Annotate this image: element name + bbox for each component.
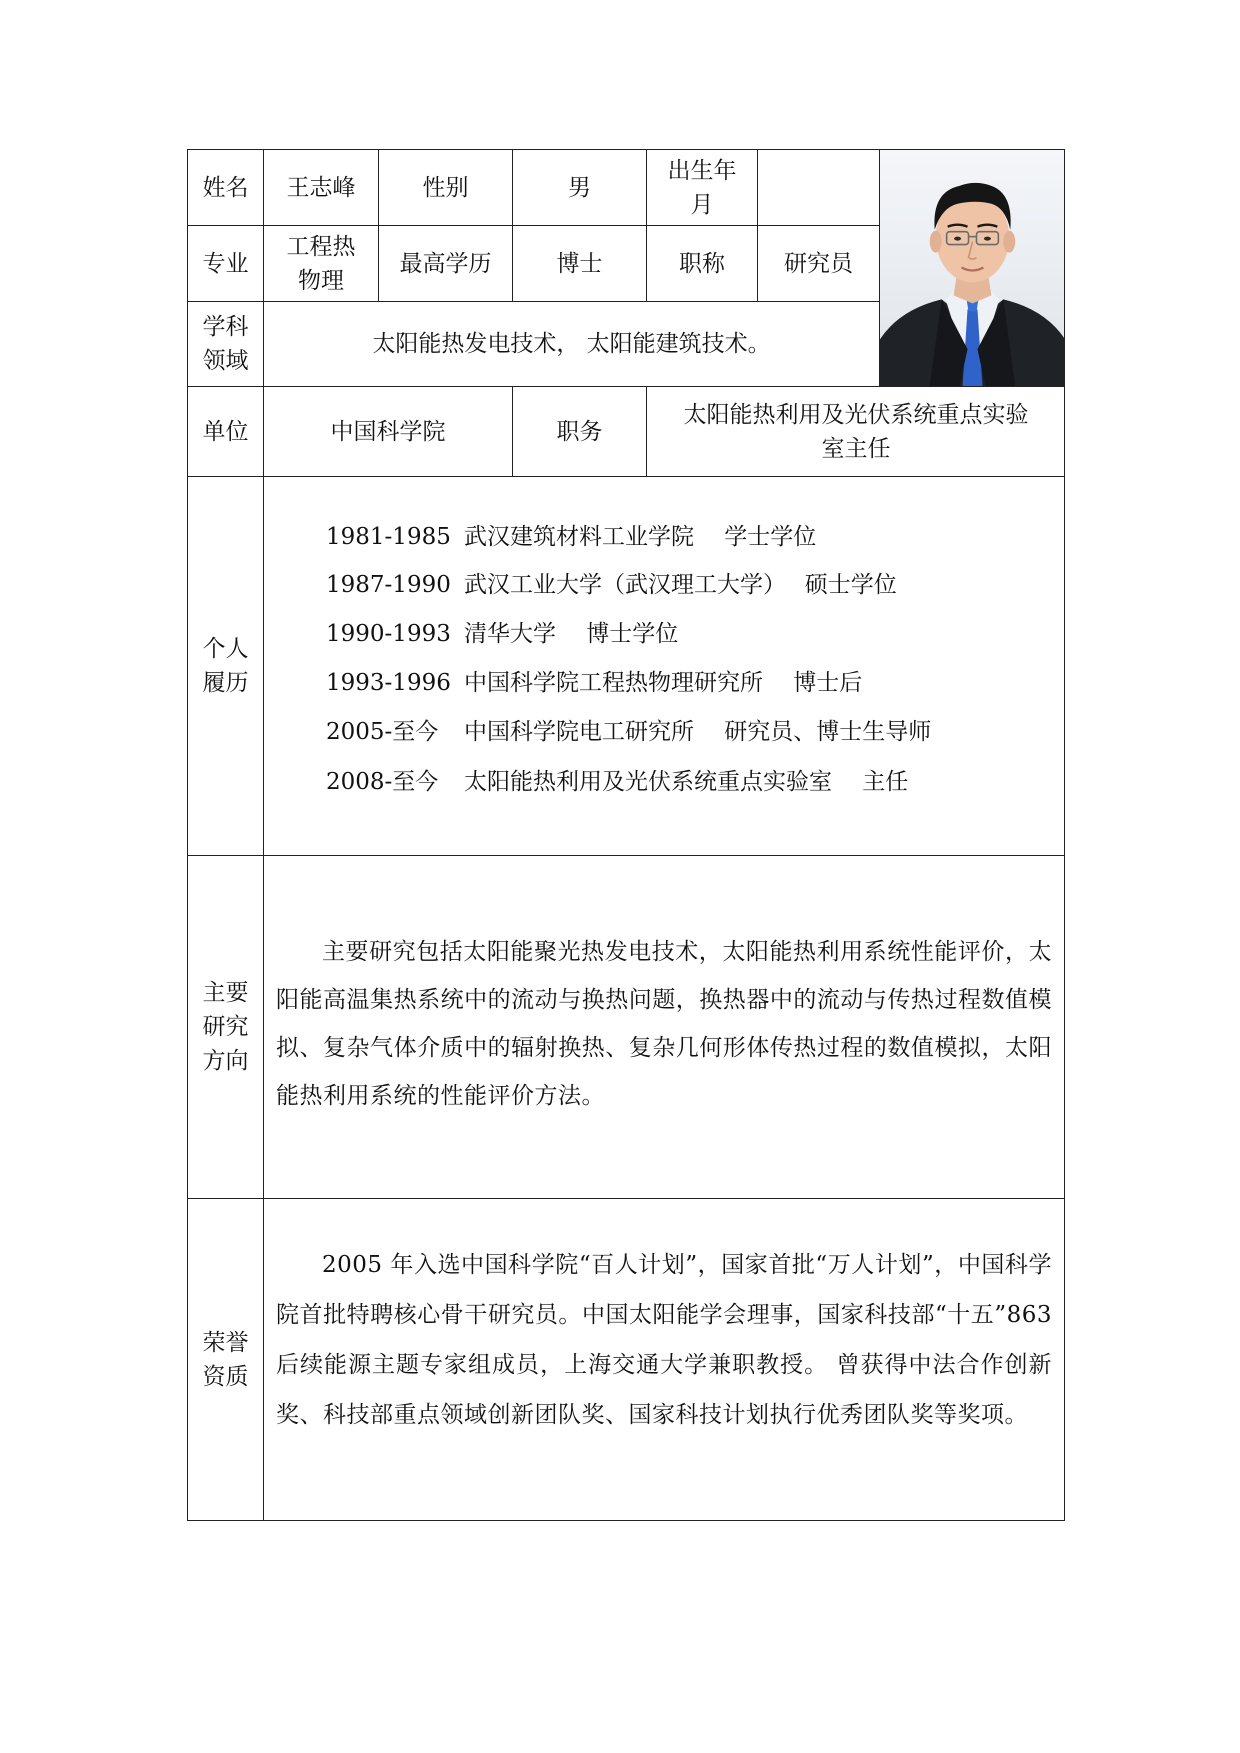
degree-value: 博士 <box>512 225 646 301</box>
honors-label-line-2: 资质 <box>202 1364 249 1390</box>
field-value: 太阳能热发电技术， 太阳能建筑技术。 <box>263 301 879 386</box>
resume-entry <box>326 765 908 799</box>
honors-label <box>187 1198 263 1521</box>
birth-label-line-1: 出生年 <box>667 157 737 184</box>
resume-text: 武汉工业大学（武汉理工大学） 硕士学位 <box>464 572 897 598</box>
resume-entry <box>326 715 931 749</box>
major-label: 专业 <box>187 225 263 301</box>
resume-label <box>187 476 263 855</box>
position-line-1: 太阳能热利用及光伏系统重点实验 <box>683 401 1029 428</box>
name-value: 王志峰 <box>263 149 378 225</box>
field-label-line-1: 学科 <box>202 314 249 340</box>
field-label <box>187 301 263 386</box>
resume-text: 太阳能热利用及光伏系统重点实验室 主任 <box>464 769 909 795</box>
resume-entry <box>326 568 897 602</box>
resume-years: 1981-1985 <box>326 524 451 550</box>
honors-label-line-1: 荣誉 <box>202 1330 249 1356</box>
resume-entry <box>326 520 816 554</box>
major-line-2: 物理 <box>298 267 344 294</box>
name-label: 姓名 <box>187 149 263 225</box>
position-value <box>646 386 1065 476</box>
resume-years: 2008-至今 <box>326 769 439 795</box>
resume-years: 2005-至今 <box>326 719 439 745</box>
degree-label: 最高学历 <box>378 225 512 301</box>
resume-text: 中国科学院电工研究所 研究员、博士生导师 <box>464 719 932 745</box>
position-line-2: 室主任 <box>821 435 891 462</box>
resume-years: 1993-1996 <box>326 670 451 696</box>
resume-label-line-1: 个人 <box>202 636 249 662</box>
portrait-photo <box>879 149 1065 386</box>
position-label: 职务 <box>512 386 646 476</box>
research-label-line-2: 研究 <box>202 1014 249 1040</box>
research-text: 主要研究包括太阳能聚光热发电技术，太阳能热利用系统性能评价，太阳能高温集热系统中的流动与换热问题，换热器中的流动与传热过程数值模拟、复杂气体介质中的辐射换热、复杂几何形体传热过程的数值模拟，太阳能热利用系统的性能评价方法。 <box>276 939 1052 1109</box>
resume-label-line-2: 履历 <box>202 670 249 696</box>
honors-text: 2005 年入选中国科学院“百人计划”，国家首批“万人计划”，中国科学院首批特聘核心骨干研究员。中国太阳能学会理事，国家科技部“十五”863 后续能源主题专家组成员，上海交通大学兼职教授。 曾获得中法合作创新奖、科技部重点领域创新团队奖、国家科技计划执行优秀团队奖等奖项。 <box>276 1252 1052 1428</box>
title-label: 职称 <box>646 225 757 301</box>
gender-value: 男 <box>512 149 646 225</box>
birth-label-line-2: 月 <box>690 191 714 218</box>
major-value <box>263 225 378 301</box>
birth-label <box>646 149 757 225</box>
resume-years: 1987-1990 <box>326 572 451 598</box>
resume-text: 中国科学院工程热物理研究所 博士后 <box>464 670 863 696</box>
unit-value: 中国科学院 <box>263 386 512 476</box>
field-label-line-2: 领域 <box>202 348 249 374</box>
unit-label: 单位 <box>187 386 263 476</box>
resume-entry <box>326 617 678 651</box>
birth-value <box>757 149 879 225</box>
research-label <box>187 855 263 1198</box>
research-label-line-3: 方向 <box>202 1048 249 1074</box>
portrait-illustration <box>880 150 1065 386</box>
research-label-line-1: 主要 <box>202 980 249 1006</box>
resume-text: 清华大学 博士学位 <box>464 621 679 647</box>
gender-label: 性别 <box>378 149 512 225</box>
major-line-1: 工程热 <box>286 233 356 260</box>
title-value: 研究员 <box>757 225 879 301</box>
resume-text: 武汉建筑材料工业学院 学士学位 <box>464 524 817 550</box>
resume-years: 1990-1993 <box>326 621 451 647</box>
resume-entry <box>326 666 862 700</box>
